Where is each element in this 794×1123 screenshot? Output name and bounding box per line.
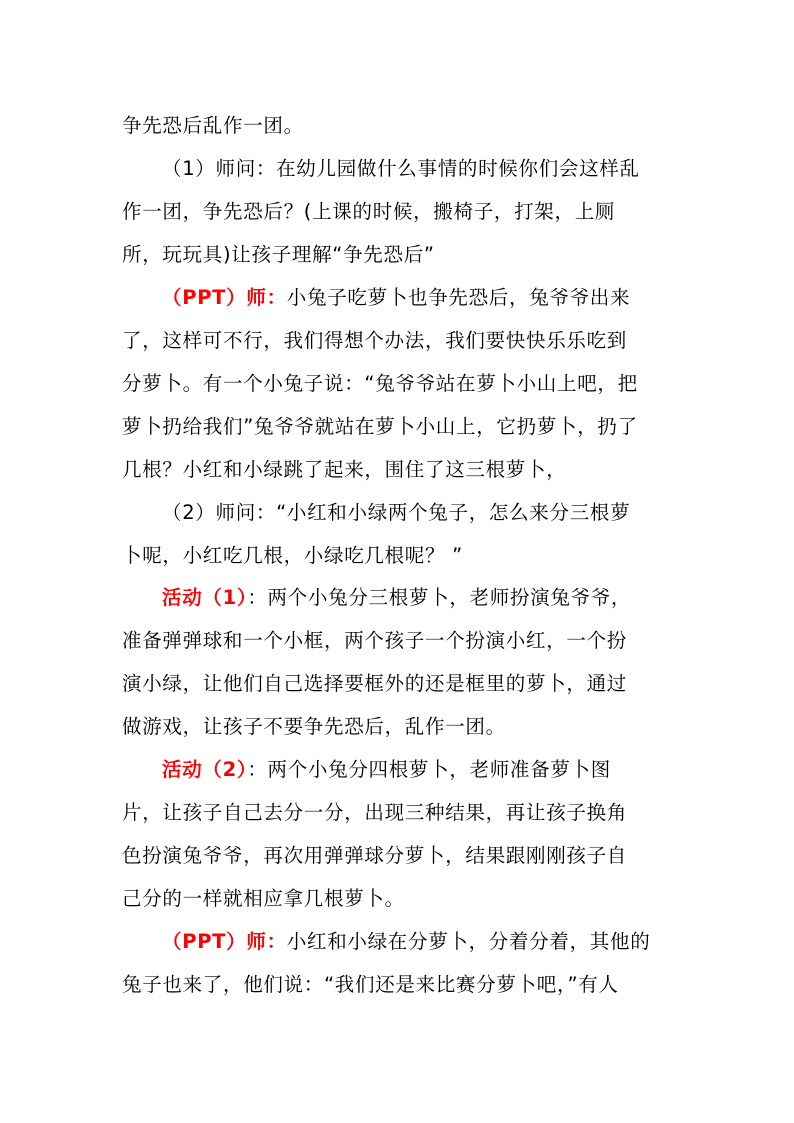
text-line: 活动（1）：两个小兔分三根萝卜，老师扮演兔爷爷， [162, 586, 632, 609]
text-line: 色扮演兔爷爷，再次用弹弹球分萝卜，结果跟刚刚孩子自 [122, 844, 628, 867]
text-line: 卜呢，小红吃几根，小绿吃几根呢？ ” [122, 544, 463, 567]
text-line: 活动（2）：两个小兔分四根萝卜，老师准备萝卜图 [162, 758, 611, 781]
text-line: 兔子也来了，他们说：“我们还是来比赛分萝卜吧，”有人 [122, 973, 619, 996]
text-line: 片，让孩子自己去分一分，出现三种结果，再让孩子换角 [122, 801, 628, 824]
text-line: （2）师问：“小红和小绿两个兔子，怎么来分三根萝 [162, 501, 631, 524]
text-line: 分萝卜。有一个小兔子说：“兔爷爷站在萝卜小山上吧，把 [122, 372, 638, 395]
activity-label: 活动（2） [162, 758, 248, 781]
text-line: 演小绿，让他们自己选择要框外的还是框里的萝卜，通过 [122, 672, 628, 695]
text-line: 所，玩玩具)让孩子理解“争先恐后” [122, 243, 435, 266]
text-line: 争先恐后乱作一团。 [122, 114, 304, 137]
text-line: 准备弹弹球和一个小框，两个孩子一个扮演小红，一个扮 [122, 629, 628, 652]
text-line: （PPT）师：小红和小绿在分萝卜，分着分着，其他的 [162, 930, 651, 953]
text-line: 了，这样可不行，我们得想个办法，我们要快快乐乐吃到 [122, 329, 628, 352]
text-line: 作一团，争先恐后？(上课的时候，搬椅子，打架，上厕 [122, 200, 616, 223]
activity-label: 活动（1） [162, 586, 248, 609]
text-line: 己分的一样就相应拿几根萝卜。 [122, 887, 405, 910]
text-line: 萝卜扔给我们”兔爷爷就站在萝卜小山上，它扔萝卜，扔了 [122, 415, 638, 438]
speaker-label: （PPT）师： [162, 286, 287, 309]
text-line: 做游戏，让孩子不要争先恐后，乱作一团。 [122, 715, 506, 738]
speaker-label: （PPT）师： [162, 930, 287, 953]
text-line: 几根？小红和小绿跳了起来，围住了这三根萝卜， [122, 458, 567, 481]
text-line: （1）师问：在幼儿园做什么事情的时候你们会这样乱 [162, 157, 640, 180]
text-line: （PPT）师：小兔子吃萝卜也争先恐后，兔爷爷出来 [162, 286, 631, 309]
